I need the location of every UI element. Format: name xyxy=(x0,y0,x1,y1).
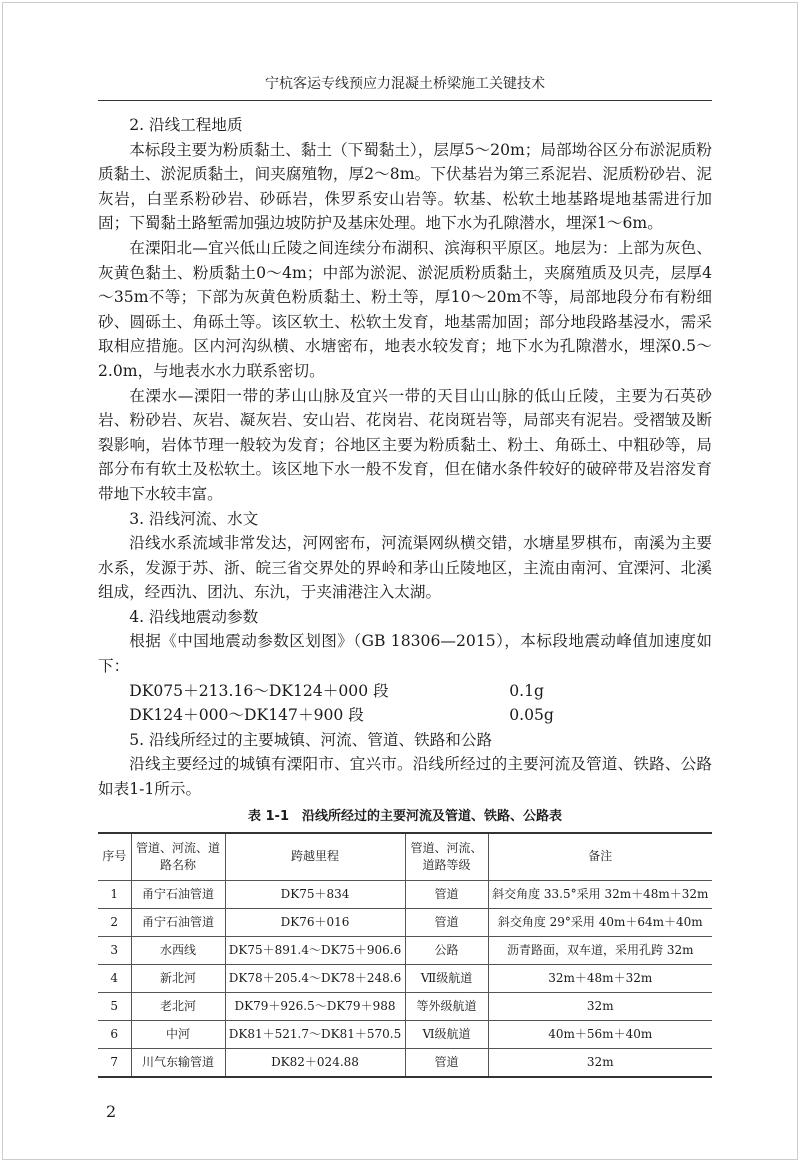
section-heading: 5. 沿线所经过的主要城镇、河流、管道、铁路和公路 xyxy=(129,730,493,749)
table-cell: DK81＋521.7～DK81＋570.5 xyxy=(225,1020,405,1048)
paragraph: 根据《中国地震动参数区划图》（GB 18306—2015），本标段地震动峰值加速度如下： xyxy=(98,632,712,676)
table-cell: DK75＋834 xyxy=(225,880,405,908)
table-cell: 公路 xyxy=(405,936,488,964)
paragraph: 沿线水系流域非常发达，河网密布，河流渠网纵横交错，水塘星罗棋布，南溪为主要水系，发源于苏、浙、皖三省交界处的界岭和茅山丘陵地区，主流由南河、宜溧河、北溪组成，经西氿、团氿、东氿，于夹浦港注入太湖。 xyxy=(98,534,712,602)
table-cell: 管道 xyxy=(405,1048,488,1077)
table-cell: 32m xyxy=(488,992,712,1020)
table-row xyxy=(98,908,712,936)
paragraph: 沿线主要经过的城镇有溧阳市、宜兴市。沿线所经过的主要河流及管道、铁路、公路如表1-1所示。 xyxy=(98,755,712,799)
table-cell: Ⅵ级航道 xyxy=(405,1020,488,1048)
table-row xyxy=(98,936,712,964)
table-cell: 等外级航道 xyxy=(405,992,488,1020)
table-cell: 甬宁石油管道 xyxy=(131,880,225,908)
table-row xyxy=(98,964,712,992)
table-cell: 川气东输管道 xyxy=(131,1048,225,1077)
paragraph: 在溧阳北—宜兴低山丘陵之间连续分布湖积、滨海积平原区。地层为：上部为灰色、灰黄色黏土、粉质黏土0～4m；中部为淤泥、淤泥质粉质黏土，夹腐殖质及贝壳，层厚4～35m不等；下部为灰黄色粉质黏土、粉土等，厚10～20m不等，局部地段分布有粉细砂、圆砾土、角砾土等。该区软土、松软土发育，地基需加固；部分地段路基浸水，需采取相应措施。区内河沟纵横、水塘密布，地表水较发育；地下水为孔隙潜水，埋深0.5～2.0m，与地表水水力联系密切。 xyxy=(98,238,712,380)
column-header: 管道、河流、道路等级 xyxy=(405,833,488,881)
crossings-table xyxy=(98,832,712,1078)
section-heading: 3. 沿线河流、水文 xyxy=(129,509,259,528)
column-header: 序号 xyxy=(98,833,131,881)
paragraph: 在溧水—溧阳一带的茅山山脉及宜兴一带的天目山山脉的低山丘陵，主要为石英砂岩、粉砂岩、灰岩、凝灰岩、安山岩、花岗岩、花岗斑岩等，局部夹有泥岩。受褶皱及断裂影响，岩体节理一般较为发育；谷地区主要为粉质黏土、粉土、角砾土、中粗砂等，局部分布有软土及松软土。该区地下水一般不发育，但在储水条件较好的破碎带及岩溶发育带地下水较丰富。 xyxy=(98,386,712,503)
section-heading: 2. 沿线工程地质 xyxy=(129,116,243,134)
document-body xyxy=(98,113,712,1078)
table-cell: 4 xyxy=(98,964,131,992)
column-header: 跨越里程 xyxy=(225,833,405,881)
table-caption: 表 1-1 沿线所经过的主要河流及管道、铁路、公路表 xyxy=(247,808,562,824)
table-cell: 32m xyxy=(488,1048,712,1077)
table-cell: 6 xyxy=(98,1020,131,1048)
table-cell: 管道 xyxy=(405,880,488,908)
header-rule xyxy=(98,100,712,101)
table-cell: 斜交角度 29°采用 40m＋64m＋40m xyxy=(488,908,712,936)
column-header: 备注 xyxy=(488,833,712,881)
table-row xyxy=(98,992,712,1020)
table-cell: 新北河 xyxy=(131,964,225,992)
table-row xyxy=(98,1048,712,1077)
section-heading: 4. 沿线地震动参数 xyxy=(129,607,259,626)
table-cell: DK79＋926.5～DK79＋988 xyxy=(225,992,405,1020)
seismic-value: 0.1g xyxy=(509,681,544,700)
table-cell: 水西线 xyxy=(131,936,225,964)
seismic-range: DK124＋000～DK147＋900 段 xyxy=(129,706,364,725)
paragraph: 本标段主要为粉质黏土、黏土（下蜀黏土），层厚5～20m；局部坳谷区分布淤泥质粉质黏土、淤泥质黏土，间夹腐殖物，厚2～8m。下伏基岩为第三系泥岩、泥质粉砂岩、泥灰岩，白垩系粉砂岩、砂砾岩，侏罗系安山岩等。软基、松软土地基路堤地基需进行加固；下蜀黏土路堑需加强边坡防护及基床处理。地下水为孔隙潜水，埋深1～6m。 xyxy=(98,140,712,233)
seismic-row xyxy=(98,679,712,704)
table-cell: DK75＋891.4～DK75＋906.6 xyxy=(225,936,405,964)
table-cell: 甬宁石油管道 xyxy=(131,908,225,936)
table-cell: DK82＋024.88 xyxy=(225,1048,405,1077)
table-cell: 老北河 xyxy=(131,992,225,1020)
column-header: 管道、河流、道路名称 xyxy=(131,833,225,881)
table-cell: DK76＋016 xyxy=(225,908,405,936)
table-cell: 管道 xyxy=(405,908,488,936)
seismic-range: DK075＋213.16～DK124＋000 段 xyxy=(129,681,389,700)
table-cell: DK78＋205.4～DK78＋248.6 xyxy=(225,964,405,992)
table-cell: 2 xyxy=(98,908,131,936)
table-cell: 斜交角度 33.5°采用 32m＋48m＋32m xyxy=(488,880,712,908)
table-row xyxy=(98,880,712,908)
table-cell: 1 xyxy=(98,880,131,908)
table-cell: 7 xyxy=(98,1048,131,1077)
seismic-value: 0.05g xyxy=(509,706,554,725)
table-cell: 沥青路面，双车道，采用孔跨 32m xyxy=(488,936,712,964)
table-header-row xyxy=(98,833,712,881)
table-cell: 3 xyxy=(98,936,131,964)
table-cell: 32m＋48m＋32m xyxy=(488,964,712,992)
table-row xyxy=(98,1020,712,1048)
page-number: 2 xyxy=(106,1101,117,1121)
table-cell: 5 xyxy=(98,992,131,1020)
seismic-row xyxy=(98,703,712,728)
table-cell: Ⅶ级航道 xyxy=(405,964,488,992)
table-cell: 中河 xyxy=(131,1020,225,1048)
running-header: 宁杭客运专线预应力混凝土桥梁施工关键技术 xyxy=(265,76,545,92)
table-cell: 40m＋56m＋40m xyxy=(488,1020,712,1048)
